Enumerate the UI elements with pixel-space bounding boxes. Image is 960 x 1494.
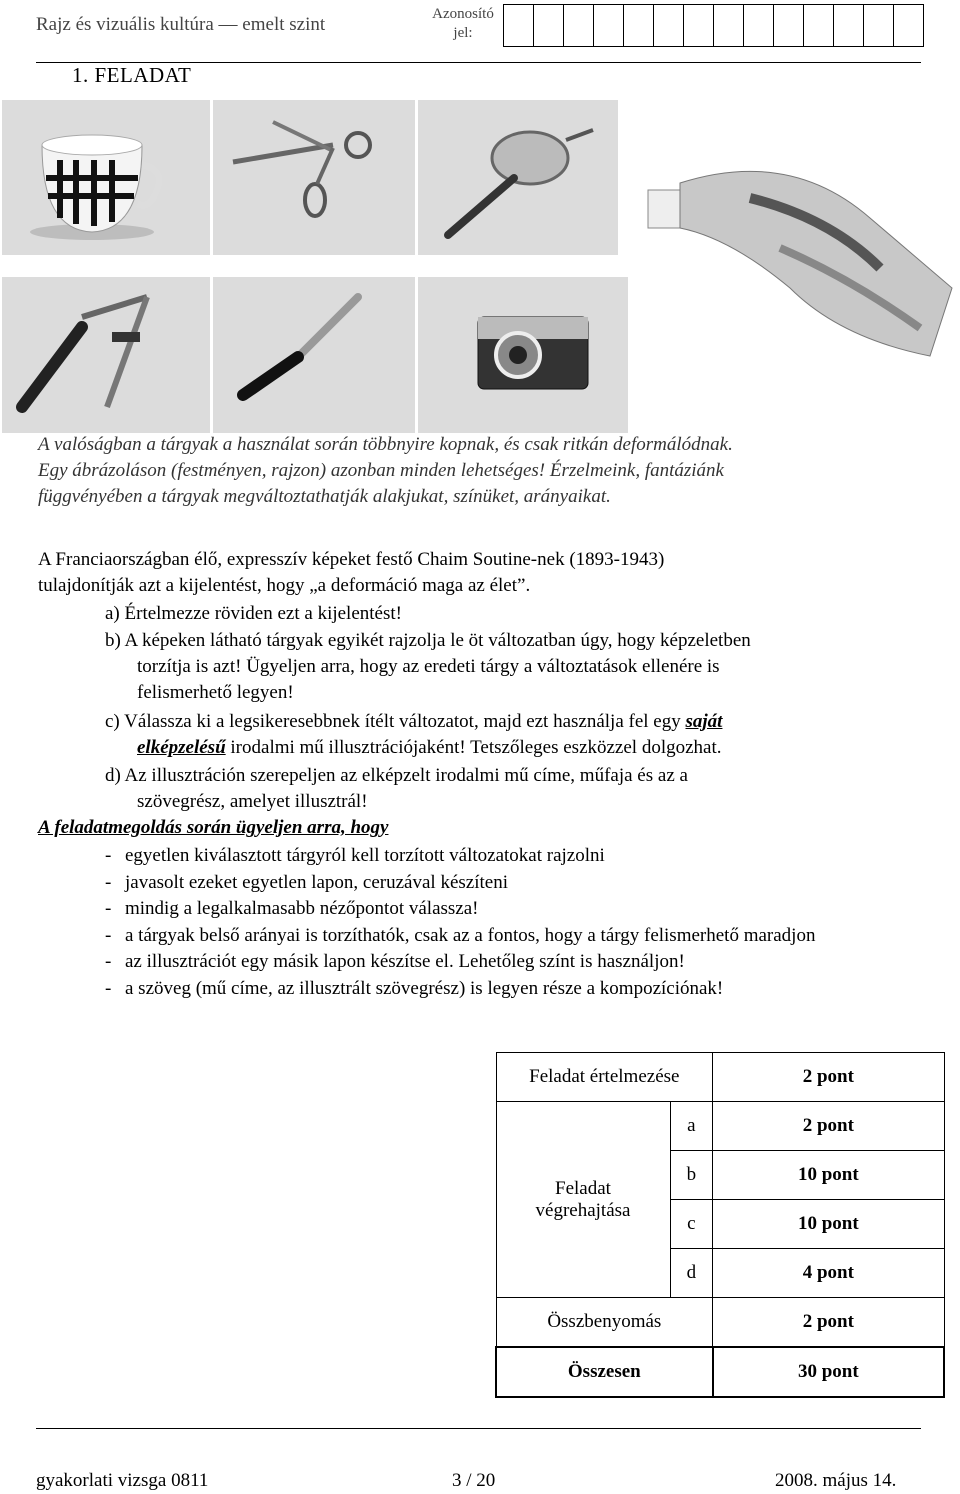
id-box[interactable]: [894, 5, 924, 47]
table-row-total: Összesen 30 pont: [496, 1347, 944, 1397]
table-row: Feladat végrehajtása a 2 pont: [496, 1102, 944, 1151]
id-boxes: [503, 4, 924, 47]
task-a: a) Értelmezze röviden ezt a kijelentést!: [105, 603, 402, 624]
id-box[interactable]: [834, 5, 864, 47]
requirements-title: A feladatmegoldás során ügyeljen arra, hogy: [38, 817, 389, 838]
id-box[interactable]: [684, 5, 714, 47]
requirements-list: [105, 843, 925, 1002]
id-box[interactable]: [774, 5, 804, 47]
id-box[interactable]: [744, 5, 774, 47]
list-item: - az illusztrációt egy másik lapon készítse el. Lehetőleg színt is használjon!: [105, 951, 685, 972]
id-box[interactable]: [864, 5, 894, 47]
header-subject: Rajz és vizuális kultúra — emelt szint: [36, 14, 326, 35]
cup-icon: [2, 100, 210, 255]
footer-date: 2008. május 14.: [775, 1470, 897, 1491]
knife-icon: [213, 277, 415, 433]
id-box[interactable]: [594, 5, 624, 47]
footer-left: gyakorlati vizsga 0811: [36, 1470, 209, 1491]
scissors-icon: [213, 100, 415, 255]
clamp-icon: [2, 277, 210, 433]
strainer-icon: [418, 100, 618, 255]
table-row: d 4 pont: [496, 1249, 944, 1298]
table-row: Feladat értelmezése 2 pont: [496, 1053, 944, 1102]
footer-rule: [36, 1428, 921, 1429]
id-label: Azonosító jel:: [432, 6, 494, 41]
table-row: c 10 pont: [496, 1200, 944, 1249]
intro-paragraph: A valóságban a tárgyak a használat során többnyire kopnak, és csak ritkán deformálódnak. Egy ábrázoláson (festményen, rajzon) azonban minden lehetséges! Érzelmeink, fantáziánk függvényében a tárgyak megváltoztathatják alakjukat, színüket, arányaikat.: [38, 434, 733, 507]
id-box[interactable]: [534, 5, 564, 47]
page-number: 3 / 20: [452, 1470, 496, 1491]
table-row: b 10 pont: [496, 1151, 944, 1200]
list-item: - egyetlen kiválasztott tárgyról kell torzított változatokat rajzolni: [105, 845, 605, 866]
list-item: - a szöveg (mű címe, az illusztrált szövegrész) is legyen része a kompozíciónak!: [105, 977, 724, 999]
exec-label: Feladat végrehajtása: [496, 1102, 670, 1298]
list-item: - a tárgyak belső arányai is torzíthatók, csak az a fontos, hogy a tárgy felismerhető maradjon: [105, 924, 816, 946]
id-box[interactable]: [624, 5, 654, 47]
id-box[interactable]: [804, 5, 834, 47]
task-b: b) A képeken látható tárgyak egyikét rajzolja le öt változatban úgy, hogy képzeletben torzítja is azt! Ügyeljen arra, hogy az eredeti tárgy a változtatások ellenére is felismerhető legyen!: [105, 630, 751, 703]
id-box[interactable]: [714, 5, 744, 47]
list-item: - javasolt ezeket egyetlen lapon, ceruzával készíteni: [105, 871, 508, 893]
id-box[interactable]: [504, 5, 534, 47]
camera-icon: [418, 277, 628, 433]
task-c: c) Válassza ki a legsikeresebbnek ítélt változatot, majd ezt használja fel egy saját elképzelésű irodalmi mű illusztrációjaként! Tetszőleges eszközzel dolgozhat.: [105, 711, 723, 758]
task-title: 1. FELADAT: [72, 63, 192, 87]
score-table: [495, 1052, 945, 1398]
toothpaste-tube-icon: [630, 128, 960, 360]
list-item: - mindig a legalkalmasabb nézőpontot válassza!: [105, 898, 479, 919]
id-box[interactable]: [654, 5, 684, 47]
quote-paragraph: A Franciaországban élő, expresszív képeket festő Chaim Soutine-nek (1893-1943) tulajdonítják azt a kijelentést, hogy „a deformáció maga az élet”.: [38, 549, 665, 596]
table-row: Összbenyomás 2 pont: [496, 1298, 944, 1348]
task-d: d) Az illusztráción szerepeljen az elképzelt irodalmi mű címe, műfaja és az a szövegrész, amelyet illusztrál!: [105, 765, 688, 812]
id-box[interactable]: [564, 5, 594, 47]
